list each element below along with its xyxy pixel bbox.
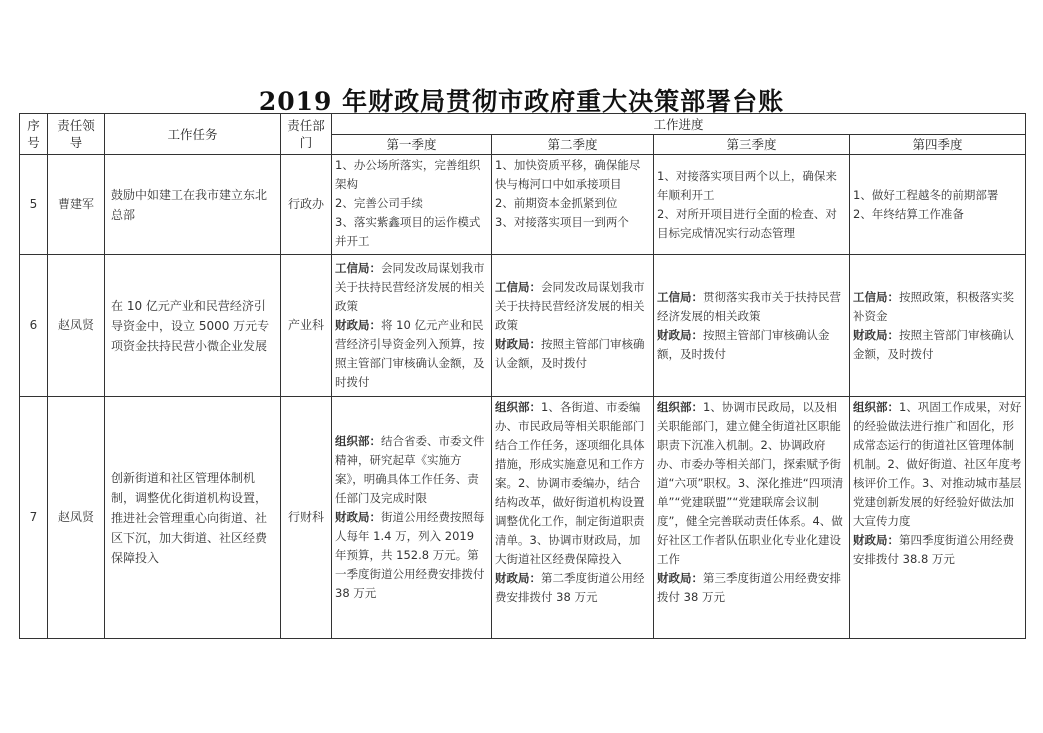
cell-seq: 5 bbox=[20, 155, 48, 255]
progress-text: 按照主管部门审核确认金额，及时拨付 bbox=[495, 337, 645, 370]
progress-text: 第二季度街道公用经费安排拨付 38 万元 bbox=[495, 571, 645, 604]
header-dept: 责任部门 bbox=[281, 114, 332, 155]
dept-label: 组织部： bbox=[495, 400, 541, 414]
progress-paragraph bbox=[495, 398, 650, 569]
progress-text: 1、巩固工作成果，对好的经验做法进行推广和固化，形成常态运行的街道社区管理体制机制。2、做好街道、社区年度考核评价工作。3、对推动城市基层党建创新发展的好经验好做法加大宣传力度 bbox=[853, 400, 1022, 528]
dept-label: 财政局： bbox=[495, 337, 541, 351]
dept-label: 组织部： bbox=[335, 434, 381, 448]
header-leader: 责任领导 bbox=[48, 114, 105, 155]
header-q1: 第一季度 bbox=[332, 135, 492, 155]
table-row bbox=[20, 397, 1026, 639]
dept-label: 财政局： bbox=[335, 510, 381, 524]
header-progress: 工作进度 bbox=[332, 114, 1026, 135]
progress-paragraph bbox=[335, 259, 488, 316]
dept-label: 组织部： bbox=[853, 400, 899, 414]
progress-paragraph bbox=[657, 326, 846, 364]
progress-paragraph bbox=[657, 167, 846, 205]
progress-text: 1、各街道、市委编办、市民政局等相关职能部门结合工作任务，逐项细化具体措施，形成实施意见和工作方案。2、协调市委编办，结合结构改革，做好街道机构设置调整优化工作，制定街道职责清单。3、协调市财政局，加大街道社区经费保障投入 bbox=[495, 400, 645, 566]
progress-text: 1、做好工程越冬的前期部署 bbox=[853, 187, 999, 202]
header-seq: 序号 bbox=[20, 114, 48, 155]
table-body bbox=[20, 155, 1026, 639]
cell-q4-progress bbox=[850, 155, 1026, 255]
cell-q2-progress bbox=[492, 255, 654, 397]
progress-text: 1、加快资质平移，确保能尽快与梅河口中如承接项目 bbox=[495, 158, 641, 191]
progress-text: 3、对接落实项目一到两个 bbox=[495, 215, 629, 229]
progress-paragraph bbox=[853, 205, 1022, 224]
cell-q3-progress bbox=[654, 397, 850, 639]
cell-q3-progress bbox=[654, 155, 850, 255]
cell-q3-progress bbox=[654, 255, 850, 397]
dept-label: 财政局： bbox=[335, 318, 381, 332]
progress-text: 1、协调市民政局，以及相关职能部门，建立健全街道社区职能职责下沉准入机制。2、协调政府办、市委办等相关部门，探索赋予街道“六项”职权。3、深化推进“四项清单”“党建联盟”“党建联席会议制度”，健全完善联动责任体系。4、做好社区工作者队伍职业化专业化建设工作 bbox=[657, 400, 844, 566]
progress-text: 1、办公场所落实，完善组织架构 bbox=[335, 158, 481, 191]
progress-text: 贯彻落实我市关于扶持民营经济发展的相关政策 bbox=[657, 289, 841, 323]
progress-paragraph bbox=[495, 194, 650, 213]
progress-text: 3、落实紫鑫项目的运作模式并开工 bbox=[335, 215, 481, 248]
progress-paragraph bbox=[495, 213, 650, 232]
cell-q2-progress bbox=[492, 397, 654, 639]
dept-label: 财政局： bbox=[495, 571, 541, 585]
progress-text: 第四季度街道公用经费安排拨付 38.8 万元 bbox=[853, 533, 1014, 566]
table-row bbox=[20, 155, 1026, 255]
progress-paragraph bbox=[335, 432, 488, 508]
progress-text: 按照主管部门审核确认金额，及时拨付 bbox=[853, 327, 1014, 361]
header-q3: 第三季度 bbox=[654, 135, 850, 155]
dept-label: 财政局： bbox=[853, 327, 899, 342]
dept-label: 组织部： bbox=[657, 400, 703, 414]
cell-dept: 行财科 bbox=[281, 397, 332, 639]
progress-paragraph bbox=[335, 213, 488, 251]
progress-text: 会同发改局谋划我市关于扶持民营经济发展的相关政策 bbox=[495, 280, 645, 332]
progress-text: 1、对接落实项目两个以上，确保来年顺利开工 bbox=[657, 168, 837, 202]
cell-seq: 6 bbox=[20, 255, 48, 397]
dept-label: 财政局： bbox=[853, 533, 899, 547]
progress-paragraph bbox=[657, 569, 846, 607]
progress-paragraph bbox=[335, 316, 488, 392]
dept-label: 工信局： bbox=[495, 280, 541, 294]
progress-paragraph bbox=[853, 531, 1022, 569]
cell-leader: 赵凤贤 bbox=[48, 397, 105, 639]
progress-paragraph bbox=[335, 156, 488, 194]
cell-dept: 行政办 bbox=[281, 155, 332, 255]
cell-q1-progress bbox=[332, 155, 492, 255]
cell-q4-progress bbox=[850, 255, 1026, 397]
progress-paragraph bbox=[335, 508, 488, 603]
dept-label: 工信局： bbox=[853, 289, 899, 304]
cell-q2-progress bbox=[492, 155, 654, 255]
dept-label: 财政局： bbox=[657, 327, 703, 342]
progress-text: 按照政策，积极落实奖补资金 bbox=[853, 289, 1014, 323]
progress-paragraph bbox=[335, 194, 488, 213]
progress-text: 街道公用经费按照每人每年 1.4 万，列入 2019 年预算，共 152.8 万元。第一季度街道公用经费安排拨付 38 万元 bbox=[335, 510, 485, 600]
cell-seq: 7 bbox=[20, 397, 48, 639]
header-task: 工作任务 bbox=[105, 114, 281, 155]
progress-text: 2、完善公司手续 bbox=[335, 196, 423, 210]
cell-q4-progress bbox=[850, 397, 1026, 639]
cell-task: 鼓励中如建工在我市建立东北总部 bbox=[105, 155, 281, 255]
progress-paragraph bbox=[853, 326, 1022, 364]
header-row-top bbox=[20, 114, 1026, 135]
dept-label: 工信局： bbox=[335, 261, 381, 275]
cell-q1-progress bbox=[332, 255, 492, 397]
progress-text: 按照主管部门审核确认金额，及时拨付 bbox=[657, 327, 830, 361]
progress-paragraph bbox=[853, 398, 1022, 531]
progress-text: 结合省委、市委文件精神，研究起草《实施方案》，明确具体工作任务、责任部门及完成时限 bbox=[335, 434, 485, 505]
progress-paragraph bbox=[495, 335, 650, 373]
progress-paragraph bbox=[853, 288, 1022, 326]
cell-q1-progress bbox=[332, 397, 492, 639]
progress-paragraph bbox=[495, 569, 650, 607]
header-q2: 第二季度 bbox=[492, 135, 654, 155]
progress-paragraph bbox=[853, 186, 1022, 205]
cell-task: 在 10 亿元产业和民营经济引导资金中，设立 5000 万元专项资金扶持民营小微企业发展 bbox=[105, 255, 281, 397]
page-title: 2019 年财政局贯彻市政府重大决策部署台账 bbox=[258, 87, 785, 116]
progress-paragraph bbox=[495, 278, 650, 335]
progress-text: 将 10 亿元产业和民营经济引导资金列入预算，按照主管部门审核确认金额，及时拨付 bbox=[335, 318, 485, 389]
progress-paragraph bbox=[657, 288, 846, 326]
dept-label: 财政局： bbox=[657, 571, 703, 585]
progress-text: 2、前期资本金抓紧到位 bbox=[495, 196, 618, 210]
cell-leader: 赵凤贤 bbox=[48, 255, 105, 397]
header-q4: 第四季度 bbox=[850, 135, 1026, 155]
progress-paragraph bbox=[495, 156, 650, 194]
progress-paragraph bbox=[657, 205, 846, 243]
progress-text: 2、年终结算工作准备 bbox=[853, 206, 964, 221]
cell-dept: 产业科 bbox=[281, 255, 332, 397]
cell-leader: 曹建军 bbox=[48, 155, 105, 255]
policy-ledger-table bbox=[19, 113, 1026, 639]
progress-text: 2、对所开项目进行全面的检查、对目标完成情况实行动态管理 bbox=[657, 206, 837, 240]
dept-label: 工信局： bbox=[657, 289, 703, 304]
progress-text: 第三季度街道公用经费安排拨付 38 万元 bbox=[657, 571, 841, 604]
progress-text: 会同发改局谋划我市关于扶持民营经济发展的相关政策 bbox=[335, 261, 485, 313]
progress-paragraph bbox=[657, 398, 846, 569]
cell-task: 创新街道和社区管理体制机制，调整优化街道机构设置，推进社会管理重心向街道、社区下沉，加大街道、社区经费保障投入 bbox=[105, 397, 281, 639]
table-row bbox=[20, 255, 1026, 397]
